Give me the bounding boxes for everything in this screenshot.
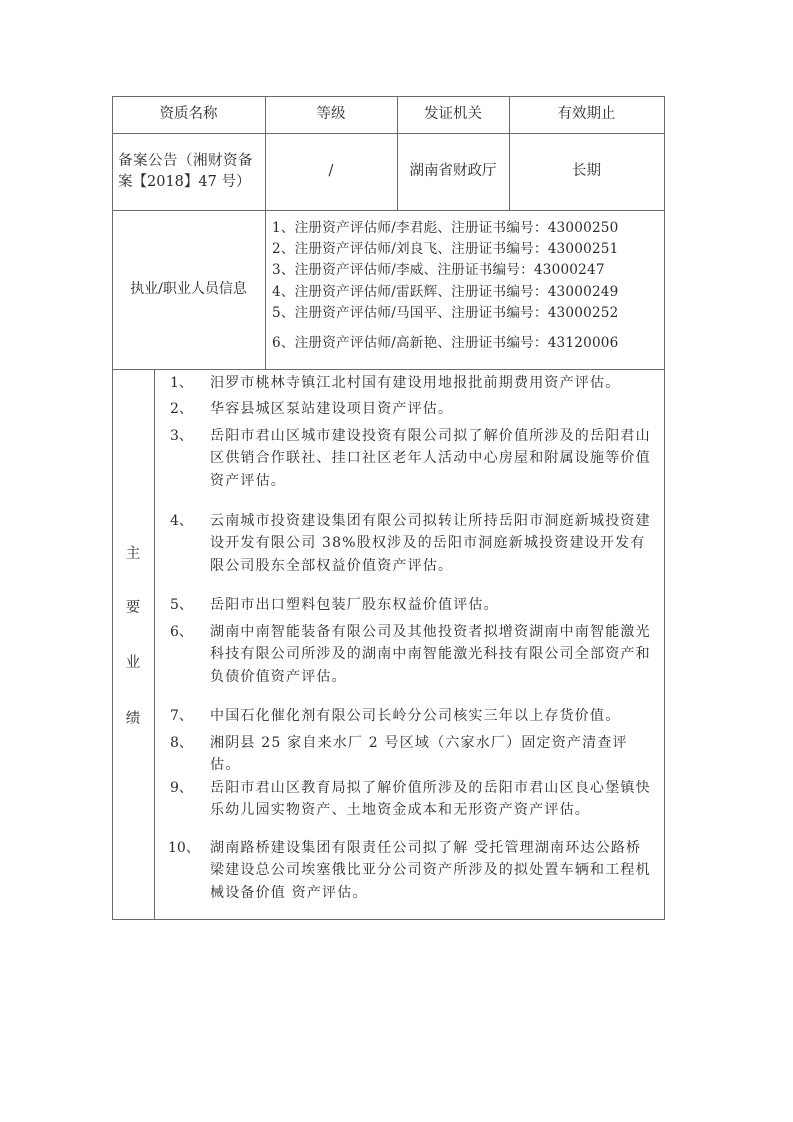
qualification-level: /: [328, 163, 334, 179]
staff-entry: 2、注册资产评估师/刘良飞、注册证书编号：43000251: [272, 241, 619, 257]
achievements-divider: [154, 369, 155, 920]
row-divider: [112, 369, 665, 370]
header-level: 等级: [316, 106, 346, 122]
achievement-text: 岳阳市君山区城市建设投资有限公司拟了解价值所涉及的岳阳君山区供销合作联社、挂口社区老年人活动中心房屋和附属设施等价值资产评估。: [210, 428, 651, 489]
achievement-text: 华容县城区泵站建设项目资产评估。: [210, 401, 454, 417]
achievement-number: 8、: [170, 735, 193, 751]
achievement-number: 6、: [170, 624, 193, 640]
achievements-label-char: 业: [125, 655, 141, 671]
achievements-label-char: 绩: [125, 711, 141, 727]
staff-entry: 5、注册资产评估师/马国平、注册证书编号：43000252: [272, 305, 619, 321]
achievement-text: 湖南路桥建设集团有限责任公司拟了解 受托管理湖南环达公路桥梁建设总公司埃塞俄比亚分公司资产所涉及的拟处置车辆和工程机械设备价值 资产评估。: [210, 840, 651, 901]
staff-entry: 6、注册资产评估师/高新艳、注册证书编号：43120006: [272, 335, 619, 351]
qualification-validity: 长期: [572, 163, 601, 179]
header-issuer: 发证机关: [424, 106, 482, 122]
header-qualification-name: 资质名称: [159, 106, 218, 122]
table-border-right: [664, 96, 665, 920]
qualification-issuer: 湖南省财政厅: [409, 163, 497, 179]
achievement-text: 岳阳市君山区教育局拟了解价值所涉及的岳阳市君山区良心堡镇快乐幼儿园实物资产、土地资金成本和无形资产资产评估。: [210, 780, 651, 819]
staff-entry: 3、注册资产评估师/李威、注册证书编号：43000247: [272, 262, 605, 278]
achievement-text: 湖南中南智能装备有限公司及其他投资者拟增资湖南中南智能激光科技有限公司所涉及的湖南中南智能激光科技有限公司全部资产和负债价值资产评估。: [210, 624, 651, 685]
staff-entry: 1、注册资产评估师/李君彪、注册证书编号：43000250: [272, 220, 619, 236]
table-border-bottom: [112, 919, 665, 920]
achievement-number: 10、: [168, 840, 200, 856]
achievement-number: 4、: [170, 513, 193, 529]
achievement-text: 中国石化催化剂有限公司长岭分公司核实三年以上存货价值。: [210, 708, 621, 724]
achievement-number: 5、: [170, 597, 193, 613]
achievement-text: 云南城市投资建设集团有限公司拟转让所持岳阳市洞庭新城投资建设开发有限公司 38%股权涉及的岳阳市洞庭新城投资建设开发有限公司股东全部权益价值资产评估。: [210, 513, 651, 574]
header-validity: 有效期止: [557, 106, 616, 122]
staff-entry: 4、注册资产评估师/雷跃辉、注册证书编号：43000249: [272, 284, 619, 300]
qualification-name-line2: 案【2018】47 号）: [118, 173, 251, 190]
achievement-text: 汨罗市桃林寺镇江北村国有建设用地报批前期费用资产评估。: [210, 375, 621, 391]
achievement-number: 7、: [170, 708, 193, 724]
staff-label: 执业/职业人员信息: [130, 281, 247, 297]
qualification-name: [112, 133, 265, 210]
achievement-text: 湘阴县 25 家自来水厂 2 号区域（六家水厂）固定资产清查评估。: [210, 735, 628, 774]
achievement-number: 2、: [170, 401, 193, 417]
achievements-label-char: 主: [125, 546, 141, 562]
achievement-text: 岳阳市出口塑料包装厂股东权益价值评估。: [210, 597, 499, 613]
achievement-number: 9、: [170, 780, 193, 796]
achievements-label-char: 要: [125, 600, 141, 616]
qualification-name-line1: 备案公告（湘财资备: [118, 152, 253, 169]
achievement-number: 1、: [170, 375, 193, 391]
achievement-number: 3、: [170, 428, 193, 444]
